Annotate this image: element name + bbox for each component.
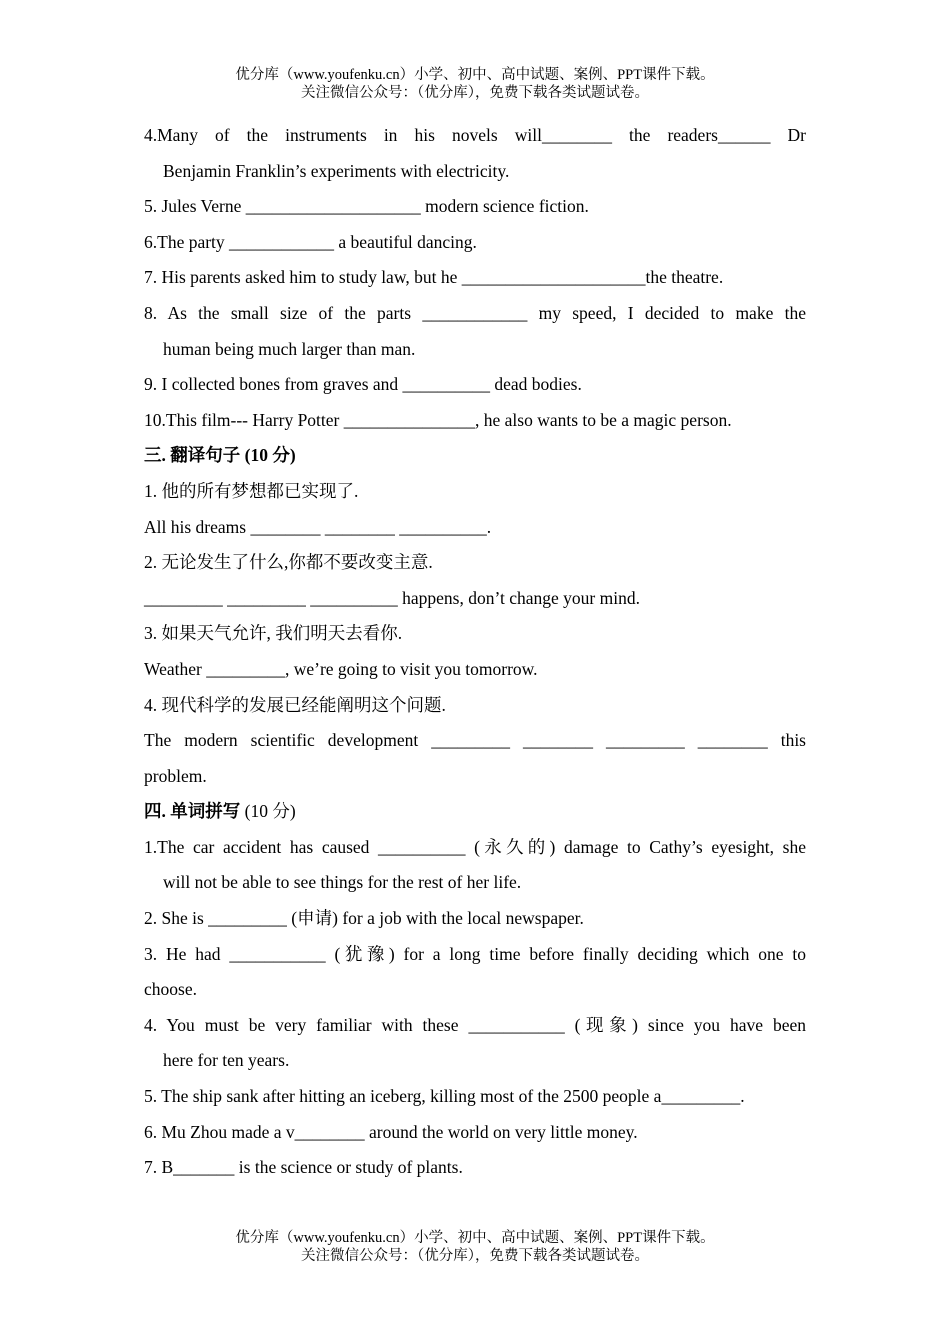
- q3-3-chinese: 3. 如果天气允许, 我们明天去看你.: [144, 623, 403, 644]
- footer-line-1: 优分库（www.youfenku.cn）小学、初中、高中试题、案例、PPT课件下载。: [235, 1230, 715, 1246]
- q3-1-chinese: 1. 他的所有梦想都已实现了.: [144, 480, 359, 501]
- q3-4-english-line2: problem.: [144, 765, 207, 786]
- q4-4-line1: 4. You must be very familiar with these ___________ (现象) since you have been: [144, 1014, 806, 1035]
- q4-1-line2: will not be able to see things for the rest of her life.: [163, 872, 522, 893]
- q4-3-line2: choose.: [144, 979, 197, 1000]
- q4-4-line2: here for ten years.: [163, 1050, 290, 1071]
- header-line-1: 优分库（www.youfenku.cn）小学、初中、高中试题、案例、PPT课件下载。: [235, 67, 715, 83]
- q3-3-english: Weather _________, we’re going to visit you tomorrow.: [144, 658, 538, 679]
- section3-title: 三. 翻译句子 (10 分): [144, 445, 296, 466]
- q3-2-english: _________ _________ __________ happens, don’t change your mind.: [144, 587, 640, 608]
- q2-5: 5. Jules Verne ____________________ modern science fiction.: [144, 196, 589, 217]
- page-footer: [0, 1229, 950, 1265]
- q2-4-line2: Benjamin Franklin’s experiments with electricity.: [163, 160, 510, 181]
- q4-2: 2. She is _________ (申请) for a job with the local newspaper.: [144, 908, 584, 929]
- q2-6: 6.The party ____________ a beautiful dancing.: [144, 231, 477, 252]
- footer-line-2: 关注微信公众号：（优分库），免费下载各类试题试卷。: [301, 1248, 649, 1264]
- q4-5: 5. The ship sank after hitting an iceberg, killing most of the 2500 people a_________.: [144, 1086, 745, 1107]
- q3-4-english-line1: The modern scientific development _________ ________ _________ ________ this: [144, 730, 806, 751]
- q2-4-line1: 4.Many of the instruments in his novels will________ the readers______ Dr: [144, 125, 806, 145]
- section4-title-score: (10 分): [240, 801, 296, 822]
- q4-1-line1: 1.The car accident has caused __________ (永久的) damage to Cathy’s eyesight, she: [144, 836, 806, 857]
- q2-10: 10.This film--- Harry Potter _______________, he also wants to be a magic person.: [144, 409, 732, 430]
- q3-1-english: All his dreams ________ ________ __________.: [144, 516, 492, 537]
- q4-6: 6. Mu Zhou made a v________ around the world on very little money.: [144, 1121, 638, 1142]
- q3-2-chinese: 2. 无论发生了什么,你都不要改变主意.: [144, 552, 433, 573]
- q2-8-line2: human being much larger than man.: [163, 338, 416, 359]
- header-line-2: 关注微信公众号：（优分库），免费下载各类试题试卷。: [301, 85, 649, 101]
- section4-title-bold: 四. 单词拼写: [144, 801, 241, 822]
- section4-title: [144, 794, 806, 830]
- q2-9: 9. I collected bones from graves and __________ dead bodies.: [144, 374, 582, 395]
- q2-7: 7. His parents asked him to study law, but he _____________________the theatre.: [144, 267, 724, 288]
- q3-4-chinese: 4. 现代科学的发展已经能阐明这个问题.: [144, 694, 446, 715]
- q2-8-line1: 8. As the small size of the parts ____________ my speed, I decided to make the: [144, 302, 806, 323]
- worksheet-content: [144, 118, 806, 1186]
- q4-3-line1: 3. He had ___________ (犹豫) for a long time before finally deciding which one to: [144, 943, 806, 964]
- page-header: [0, 66, 950, 102]
- q4-7: 7. B_______ is the science or study of plants.: [144, 1157, 463, 1178]
